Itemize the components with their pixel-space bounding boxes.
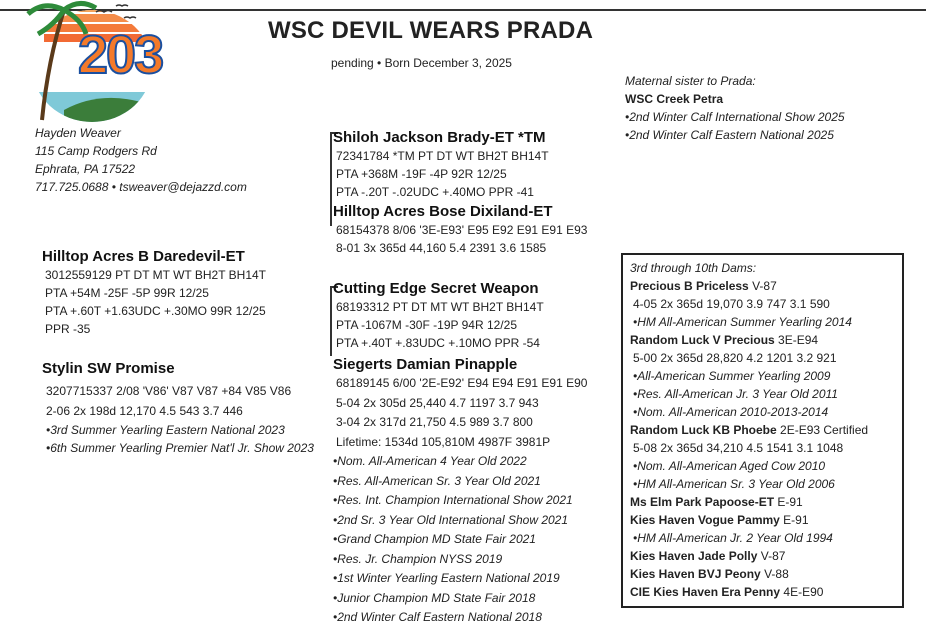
sire-dam-line: 8-01 3x 365d 44,160 5.4 2391 3.6 1585 (336, 241, 547, 255)
page-title: WSC DEVIL WEARS PRADA (268, 17, 594, 44)
sire-dam-name: Hilltop Acres Bose Dixiland-ET (333, 203, 553, 220)
dam-dam-award: •Junior Champion MD State Fair 2018 (333, 590, 536, 605)
dam-dam-line: 3-04 2x 317d 21,750 4.5 989 3.7 800 (336, 415, 533, 429)
dam-7-award: •HM All-American Jr. 2 Year Old 1994 (633, 531, 833, 545)
dams-heading: 3rd through 10th Dams: (630, 261, 757, 275)
maternal-sister (625, 72, 845, 144)
sire-name: Hilltop Acres B Daredevil-ET (42, 248, 245, 265)
sire-dam-line: 68154378 8/06 '3E-E93' E95 E92 E91 E91 E93 (336, 223, 588, 237)
dam-dam-award: •Res. Jr. Champion NYSS 2019 (333, 551, 503, 566)
dam-5-award: •Nom. All-American Aged Cow 2010 (633, 459, 826, 473)
sire-sire-line: 72341784 *TM PT DT WT BH2T BH14T (336, 149, 549, 163)
maternal-sister-award: •2nd Winter Calf Eastern National 2025 (625, 128, 834, 142)
maternal-sister-award: •2nd Winter Calf International Show 2025 (625, 110, 845, 124)
sire-sire-line: PTA +368M -19F -4P 92R 12/25 (336, 167, 507, 181)
dam-award: •6th Summer Yearling Premier Nat'l Jr. Show 2023 (46, 441, 314, 455)
dams-box (621, 253, 904, 608)
dam-line: 2-06 2x 198d 12,170 4.5 543 3.7 446 (46, 404, 243, 418)
dam-bracket (330, 286, 332, 356)
dam-4-name: Random Luck V Precious (630, 333, 775, 347)
sire-dam-block (333, 203, 587, 257)
dam-5-award: •HM All-American Sr. 3 Year Old 2006 (633, 477, 835, 491)
owner-contact (35, 124, 247, 196)
dam-dam-award: •2nd Sr. 3 Year Old International Show 2021 (333, 512, 569, 527)
dam-8-name: Kies Haven Jade Polly (630, 549, 758, 563)
dam-dam-line: 5-04 2x 305d 25,440 4.7 1197 3.7 943 (336, 395, 539, 410)
dam-3-award: •HM All-American Summer Yearling 2014 (633, 315, 852, 329)
dam-sire-line: 68193312 PT DT MT WT BH2T BH14T (336, 300, 544, 314)
dam-7-name: Kies Haven Vogue Pammy (630, 513, 780, 527)
dam-6-name: Ms Elm Park Papoose-ET (630, 495, 775, 509)
sire-sire-line: PTA -.20T -.02UDC +.40MO PPR -41 (336, 185, 534, 199)
dam-name: Stylin SW Promise (42, 360, 175, 377)
sire-sire-name: Shiloh Jackson Brady-ET *TM (333, 129, 546, 146)
sire-bracket (330, 132, 332, 226)
logo-text: 203 (78, 25, 163, 85)
sire-line: PPR -35 (45, 322, 91, 336)
dam-4-score: 3E-E94 (774, 333, 819, 347)
dam-10-score: 4E-E90 (780, 585, 824, 599)
maternal-sister-name: WSC Creek Petra (625, 92, 724, 106)
dam-9-name: Kies Haven BVJ Peony (630, 567, 761, 581)
dam-dam-award: •Grand Champion MD State Fair 2021 (333, 532, 536, 546)
dam-3-record: 4-05 2x 365d 19,070 3.9 747 3.1 590 (633, 297, 830, 311)
dam-10-name: CIE Kies Haven Era Penny (630, 585, 781, 599)
owner-address: 115 Camp Rodgers Rd (35, 144, 157, 158)
dam-dam-award: •Res. All-American Sr. 3 Year Old 2021 (333, 473, 541, 488)
dam-sire-name: Cutting Edge Secret Weapon (333, 280, 539, 297)
dam-8-score: V-87 (757, 549, 786, 563)
subtitle: pending • Born December 3, 2025 (331, 56, 512, 70)
dam-block (42, 360, 314, 457)
dam-sire-line: PTA -1067M -30F -19P 94R 12/25 (336, 318, 517, 332)
dam-6-score: E-91 (774, 495, 803, 509)
dam-sire-block (333, 280, 544, 352)
dam-4-award: •Nom. All-American 2010-2013-2014 (633, 405, 829, 419)
owner-name: Hayden Weaver (35, 126, 121, 140)
dam-3-name: Precious B Priceless (630, 279, 749, 293)
dam-dam-award: •1st Winter Yearling Eastern National 2019 (333, 571, 560, 585)
sire-line: 3012559129 PT DT MT WT BH2T BH14T (45, 268, 266, 282)
dam-dam-award: •Res. Int. Champion International Show 2021 (333, 493, 573, 507)
dam-4-record: 5-00 2x 365d 28,820 4.2 1201 3.2 921 (633, 351, 837, 365)
dam-5-record: 5-08 2x 365d 34,210 4.5 1541 3.1 1048 (633, 441, 844, 455)
dam-4-award: •All-American Summer Yearling 2009 (633, 369, 831, 383)
dam-dam-line: 68189145 6/00 '2E-E92' E94 E94 E91 E91 E90 (336, 376, 588, 390)
dam-dam-line: Lifetime: 1534d 105,810M 4987F 3981P (336, 434, 551, 449)
dam-dam-name: Siegerts Damian Pinapple (333, 356, 518, 373)
dam-7-score: E-91 (779, 513, 809, 527)
dam-dam-award: •Nom. All-American 4 Year Old 2022 (333, 454, 527, 468)
dam-dam-block (333, 356, 587, 628)
dam-5-score: 2E-E93 Certified (776, 423, 869, 437)
sire-line: PTA +.60T +1.63UDC +.30MO 99R 12/25 (45, 304, 266, 318)
dam-award: •3rd Summer Yearling Eastern National 2023 (46, 423, 285, 437)
dam-sire-line: PTA +.40T +.83UDC +.10MO PPR -54 (336, 336, 540, 350)
dam-3-score: V-87 (748, 279, 777, 293)
dam-5-name: Random Luck KB Phoebe (630, 423, 777, 437)
sire-block (42, 248, 266, 338)
dam-line: 3207715337 2/08 'V86' V87 V87 +84 V85 V86 (46, 384, 292, 398)
dam-4-award: •Res. All-American Jr. 3 Year Old 2011 (633, 387, 838, 401)
owner-city: Ephrata, PA 17522 (35, 162, 136, 176)
dam-9-score: V-88 (760, 567, 789, 581)
sire-line: PTA +54M -25F -5P 99R 12/25 (45, 286, 209, 300)
owner-phone-email: 717.725.0688 • tsweaver@dejazzd.com (35, 180, 247, 194)
sire-sire-block (333, 129, 549, 201)
maternal-sister-intro: Maternal sister to Prada: (625, 74, 756, 88)
dam-dam-award: •2nd Winter Calf Eastern National 2018 (333, 610, 542, 624)
